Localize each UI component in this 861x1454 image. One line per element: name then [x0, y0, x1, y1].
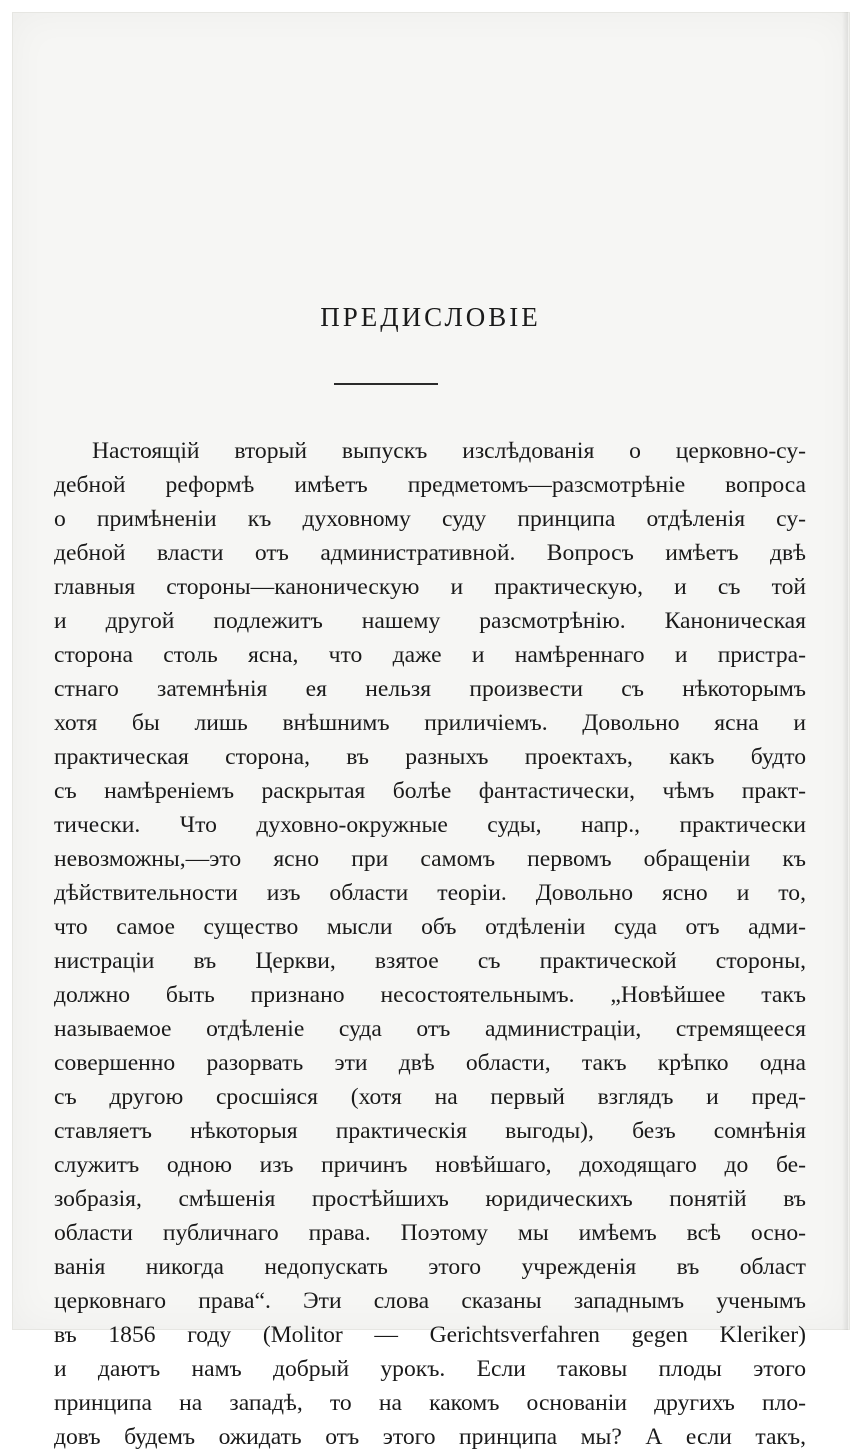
text-line: церковнаго права“. Эти слова сказаны западнымъ ученымъ [54, 1288, 806, 1314]
text-line: области публичнаго права. Поэтому мы имѣемъ всѣ осно- [54, 1220, 806, 1246]
text-line: нистраціи въ Церкви, взятое съ практической стороны, [54, 948, 806, 974]
heading-underline-rule [334, 383, 438, 385]
text-line: ставляетъ нѣкоторыя практическія выгоды), безъ сомнѣнія [54, 1118, 806, 1144]
text-line: съ другою сросшіяся (хотя на первый взглядъ и пред- [54, 1084, 806, 1110]
text-line: сторона столь ясна, что даже и намѣреннаго и пристра- [54, 642, 806, 668]
text-line: принципа на западѣ, то на какомъ основаніи другихъ пло- [54, 1390, 806, 1416]
text-line: зобразія, смѣшенія простѣйшихъ юридическихъ понятій въ [54, 1186, 806, 1212]
text-line: въ 1856 году (Molitor — Gerichtsverfahren gegen Kleriker) [54, 1322, 806, 1348]
text-line: дебной реформѣ имѣетъ предметомъ—разсмотрѣніе вопроса [54, 472, 806, 498]
text-line: главныя стороны—каноническую и практическую, и съ той [54, 574, 806, 600]
text-line: невозможны,—это ясно при самомъ первомъ обращеніи къ [54, 846, 806, 872]
text-line: стнаго затемнѣнія ея нельзя произвести съ нѣкоторымъ [54, 676, 806, 702]
text-line: Настоящій вторый выпускъ изслѣдованія о церковно-су- [92, 438, 806, 464]
text-line: дебной власти отъ административной. Вопросъ имѣетъ двѣ [54, 540, 806, 566]
text-line: называемое отдѣленіе суда отъ администраціи, стремящееся [54, 1016, 806, 1042]
text-line: хотя бы лишь внѣшнимъ приличіемъ. Довольно ясна и [54, 710, 806, 736]
page-heading: ПРЕДИСЛОВІЕ [320, 302, 541, 332]
page-edge-shadow [842, 12, 848, 1330]
text-line: довъ будемъ ожидать отъ этого принципа мы? А если такъ, [54, 1424, 806, 1450]
text-line: что самое существо мысли объ отдѣленіи суда отъ адми- [54, 914, 806, 940]
text-line: съ намѣреніемъ раскрытая болѣе фантастически, чѣмъ практ- [54, 778, 806, 804]
text-line: должно быть признано несостоятельнымъ. „Новѣйшее такъ [54, 982, 806, 1008]
text-line: тически. Что духовно-окружные суды, напр., практически [54, 812, 806, 838]
text-line: и другой подлежитъ нашему разсмотрѣнію. Каноническая [54, 608, 806, 634]
text-line: о примѣненіи къ духовному суду принципа отдѣленія су- [54, 506, 806, 532]
text-line: дѣйствительности изъ области теоріи. Довольно ясно и то, [54, 880, 806, 906]
text-line: совершенно разорвать эти двѣ области, такъ крѣпко одна [54, 1050, 806, 1076]
text-line: служитъ одною изъ причинъ новѣйшаго, доходящаго до бе- [54, 1152, 806, 1178]
text-line: практическая сторона, въ разныхъ проектахъ, какъ будто [54, 744, 806, 770]
text-line: и даютъ намъ добрый урокъ. Если таковы плоды этого [54, 1356, 806, 1382]
text-line: ванія никогда недопускать этого учрежденія въ област [54, 1254, 806, 1280]
